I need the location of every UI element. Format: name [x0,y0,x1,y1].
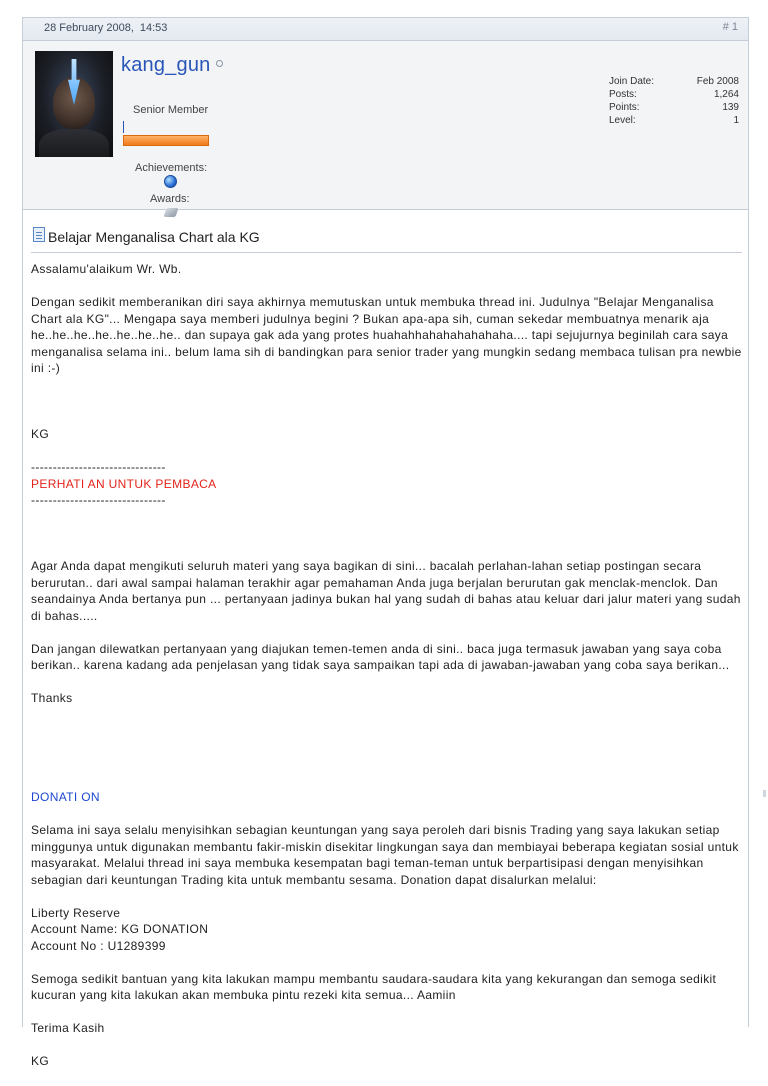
stat-value: 139 [722,102,739,113]
message-paragraph [31,756,742,773]
username-link[interactable]: kang_gun [121,54,223,77]
award-icon[interactable] [163,208,178,217]
stat-label: Posts: [609,89,637,100]
document-icon [33,227,45,242]
post-content [31,225,746,1086]
message-paragraph: Terima Kasih [31,1021,105,1035]
status-dot-icon [216,60,223,67]
forum-post [22,17,749,1068]
message-paragraph: Selama ini saya selalu menyisihkan sebagian keuntungan yang saya peroleh dari bisnis Trading yang saya lakukan setiap minggunya untuk digunakan membantu fakir-miskin disekitar lingkungan saya dan membiayai beberapa kegiatan sosial untuk masyarakat. Melalui thread ini saya membuka kesempatan bagi teman-teman untuk berpartisipasi dengan menyisihkan sebagian dari keuntungan Trading kita untuk membantu sesama. Donation dapat disalurkan melalui: [31,823,743,887]
message-paragraph: Semoga sedikit bantuan yang kita lakukan mampu membantu saudara-saudara kita yang kekurangan dan semoga sedikit kucuran yang kita lakukan akan membuka pintu rezeki kita semua... Aamiin [31,971,720,1002]
globe-icon[interactable] [164,175,177,188]
stat-label: Points: [609,102,640,113]
post-time: 14:53 [139,22,168,34]
post-header [23,18,748,41]
stat-value: 1,264 [713,89,739,100]
message-paragraph: Dan jangan dilewatkan pertanyaan yang diajukan temen-temen anda di sini.. baca juga termasuk jawaban yang saya coba berikan.. karena kadang ada penjelasan yang tidak saya sampaikan tapi ada di jawaban-jawaban yang coba saya berikan... [31,641,730,672]
message-paragraph: Liberty Reserve Account Name: KG DONATION Account No : U1289399 [31,905,209,953]
post-title-row [31,225,742,253]
message-paragraph: Thanks [31,691,73,705]
stat-row [609,88,739,101]
message-paragraph: KG [31,427,50,441]
reputation-bar [123,135,209,146]
post-title: Belajar Menganalisa Chart ala KG [48,229,260,245]
message-paragraph: DONATI ON [31,790,100,804]
reputation-marker [123,121,124,133]
avatar[interactable] [35,51,113,157]
message-paragraph: ------------------------------- [31,460,166,474]
user-title: Senior Member [133,104,209,116]
message-paragraph [31,723,742,740]
message-paragraph [31,393,742,410]
message-paragraph: ------------------------------- [31,493,166,507]
stat-value: 1 [733,115,739,126]
message-paragraph: PERHATI AN UNTUK PEMBACA [31,476,217,491]
post-date: 28 February 2008, 14:53 [44,22,168,34]
stat-label: Join Date: [609,76,655,87]
message-paragraph: KG [31,1054,50,1068]
message-paragraph [31,525,742,542]
achievements-label: Achievements: [135,162,208,174]
stat-label: Level: [609,115,636,126]
message-paragraph: Assalamu'alaikum Wr. Wb. [31,262,182,276]
user-info-panel [23,41,748,210]
message-paragraph: Dengan sedikit memberanikan diri saya akhirnya memutuskan untuk membuka thread ini. Judulnya "Belajar Menganalisa Chart ala KG"... Mengapa saya memberi judulnya begini ? Bukan apa-apa sih, cuman sekedar membuatnya menarik aja he..he..he..he..he..he..he.. dan supaya gak ada yang protes huahahhahahahahahaha.... tapi sejujurnya beginilah cara saya menganalisa selama ini.. belum lama sih di bandingkan para senior trader yang mungkin sedang membaca tulisan pra newbie ini :-) [31,295,746,375]
awards-label: Awards: [150,193,190,205]
message-paragraph: Agar Anda dapat mengikuti seluruh materi yang saya bagikan di sini... bacalah perlahan-lahan setiap postingan secara berurutan.. dari awal sampai halaman terakhir agar pemahaman Anda juga berjalan berurutan gak menclak-menclok. Dan seandainya Anda bertanya pun ... pertanyaan jadinya bukan hal yang sudah di bahas atau keluar dari jalur materi yang sudah di bahas..... [31,559,745,623]
user-stats [609,75,739,127]
stat-row [609,101,739,114]
post-message [31,261,746,1070]
post-number-link[interactable]: # 1 [722,21,738,33]
stat-row [609,114,739,127]
scroll-marker [763,790,766,797]
stat-value: Feb 2008 [696,76,739,87]
stat-row [609,75,739,88]
